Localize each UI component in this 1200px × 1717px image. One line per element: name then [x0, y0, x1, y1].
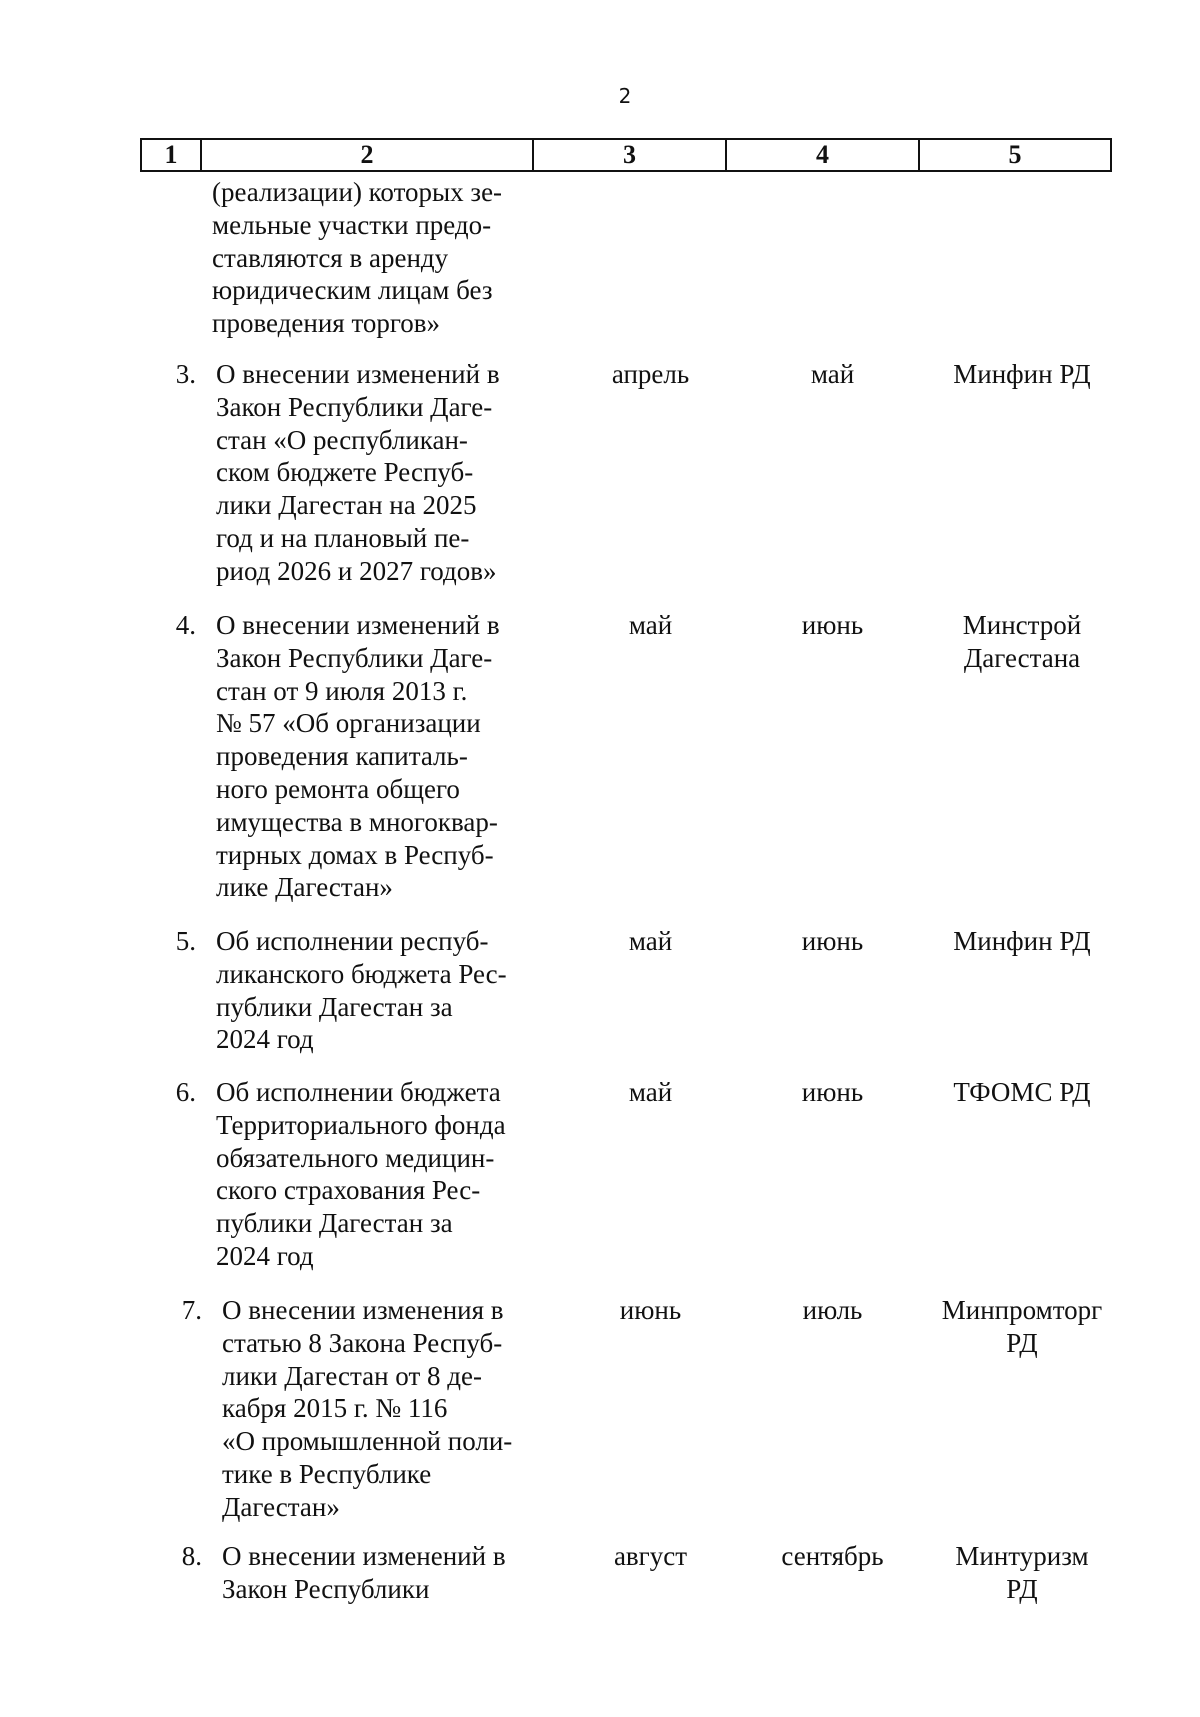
row-review-month: июнь	[801, 610, 864, 640]
text-line: кабря 2015 г. № 116	[222, 1393, 448, 1424]
row-review-month: сентябрь	[781, 1541, 884, 1571]
text-line: год и на плановый пе-	[216, 522, 470, 553]
text-line: юридическим лицам без	[212, 275, 493, 306]
row-responsible	[922, 1294, 1122, 1360]
text-line: статью 8 Закона Респуб-	[222, 1327, 503, 1358]
text-line: О внесении изменений в	[222, 1541, 506, 1571]
row-responsible	[922, 1540, 1122, 1606]
text-line: Дагестан»	[222, 1491, 340, 1522]
text-line: лики Дагестан на 2025	[216, 490, 477, 521]
header-col-1: 1	[142, 140, 202, 170]
row-review-month: июль	[802, 1295, 863, 1325]
responsible-line: Минфин РД	[953, 359, 1091, 389]
responsible-line: ТФОМС РД	[953, 1077, 1091, 1107]
text-line: ного ремонта общего	[216, 773, 460, 804]
text-line: мельные участки предо-	[212, 209, 492, 240]
text-line: обязательного медицин-	[216, 1142, 495, 1173]
continuation-text	[212, 176, 524, 340]
text-line: ликанского бюджета Рес-	[216, 958, 507, 989]
text-line: Территориального фонда	[216, 1109, 506, 1140]
row-review-month: июнь	[801, 1077, 864, 1107]
text-line: публики Дагестан за	[216, 1208, 453, 1239]
row-submission-month: апрель	[611, 359, 690, 389]
row-number: 7.	[181, 1295, 202, 1325]
row-description	[216, 925, 528, 1056]
row-submission-month: август	[613, 1541, 688, 1571]
row-review-month: май	[810, 359, 855, 389]
text-line: проведения капиталь-	[216, 741, 468, 772]
text-line: публики Дагестан за	[216, 991, 453, 1022]
row-number: 8.	[181, 1541, 202, 1571]
text-line: «О промышленной поли-	[222, 1426, 513, 1457]
text-line: стан от 9 июля 2013 г.	[216, 675, 468, 706]
row-responsible	[922, 1076, 1122, 1109]
text-line: Об исполнении бюджета	[216, 1077, 501, 1107]
row-responsible	[922, 358, 1122, 391]
row-description	[216, 358, 528, 588]
responsible-line: РД	[1006, 1327, 1038, 1358]
row-submission-month: июнь	[619, 1295, 682, 1325]
row-number: 3.	[175, 359, 196, 389]
responsible-line: Минтуризм	[955, 1541, 1089, 1571]
responsible-line: Минфин РД	[953, 926, 1091, 956]
responsible-line: Минпромторг	[941, 1295, 1103, 1325]
text-line: О внесении изменений в	[216, 610, 500, 640]
text-line: лики Дагестан от 8 де-	[222, 1360, 482, 1391]
header-col-3: 3	[534, 140, 727, 170]
text-line: Закон Республики	[222, 1573, 430, 1604]
row-number: 5.	[175, 926, 196, 956]
row-description	[222, 1294, 534, 1524]
text-line: стан «О республикан-	[216, 424, 468, 455]
row-responsible	[922, 925, 1122, 958]
text-line: О внесении изменения в	[222, 1295, 504, 1325]
text-line: Об исполнении респуб-	[216, 926, 489, 956]
header-col-4: 4	[727, 140, 920, 170]
text-line: О внесении изменений в	[216, 359, 500, 389]
row-description	[222, 1540, 534, 1606]
header-col-5: 5	[1008, 140, 1022, 169]
row-responsible	[922, 609, 1122, 675]
row-submission-month: май	[628, 610, 673, 640]
row-number: 6.	[175, 1077, 196, 1107]
text-line: Закон Республики Даге-	[216, 391, 493, 422]
text-line: ставляются в аренду	[212, 242, 449, 273]
row-review-month: июнь	[801, 926, 864, 956]
text-line: лике Дагестан»	[216, 872, 393, 903]
row-number: 4.	[175, 610, 196, 640]
row-description	[216, 1076, 528, 1273]
responsible-line: Минстрой	[962, 610, 1082, 640]
text-line: тике в Республике	[222, 1458, 432, 1489]
responsible-line: Дагестана	[963, 642, 1081, 673]
row-submission-month: май	[628, 1077, 673, 1107]
text-line: имущества в многоквар-	[216, 806, 498, 837]
text-line: 2024 год	[216, 1024, 314, 1055]
text-line: (реализации) которых зе-	[212, 177, 503, 207]
text-line: № 57 «Об организации	[216, 708, 481, 739]
text-line: ского страхования Рес-	[216, 1175, 481, 1206]
header-col-2: 2	[202, 140, 534, 170]
page-number: 2	[618, 84, 632, 108]
text-line: 2024 год	[216, 1240, 314, 1271]
responsible-line: РД	[1006, 1573, 1038, 1604]
text-line: Закон Республики Даге-	[216, 642, 493, 673]
text-line: проведения торгов»	[212, 308, 441, 339]
text-line: тирных домах в Респуб-	[216, 839, 494, 870]
row-submission-month: май	[628, 926, 673, 956]
text-line: риод 2026 и 2027 годов»	[216, 555, 497, 586]
text-line: ском бюджете Респуб-	[216, 457, 474, 488]
row-description	[216, 609, 528, 904]
table-header-row	[140, 138, 1112, 172]
